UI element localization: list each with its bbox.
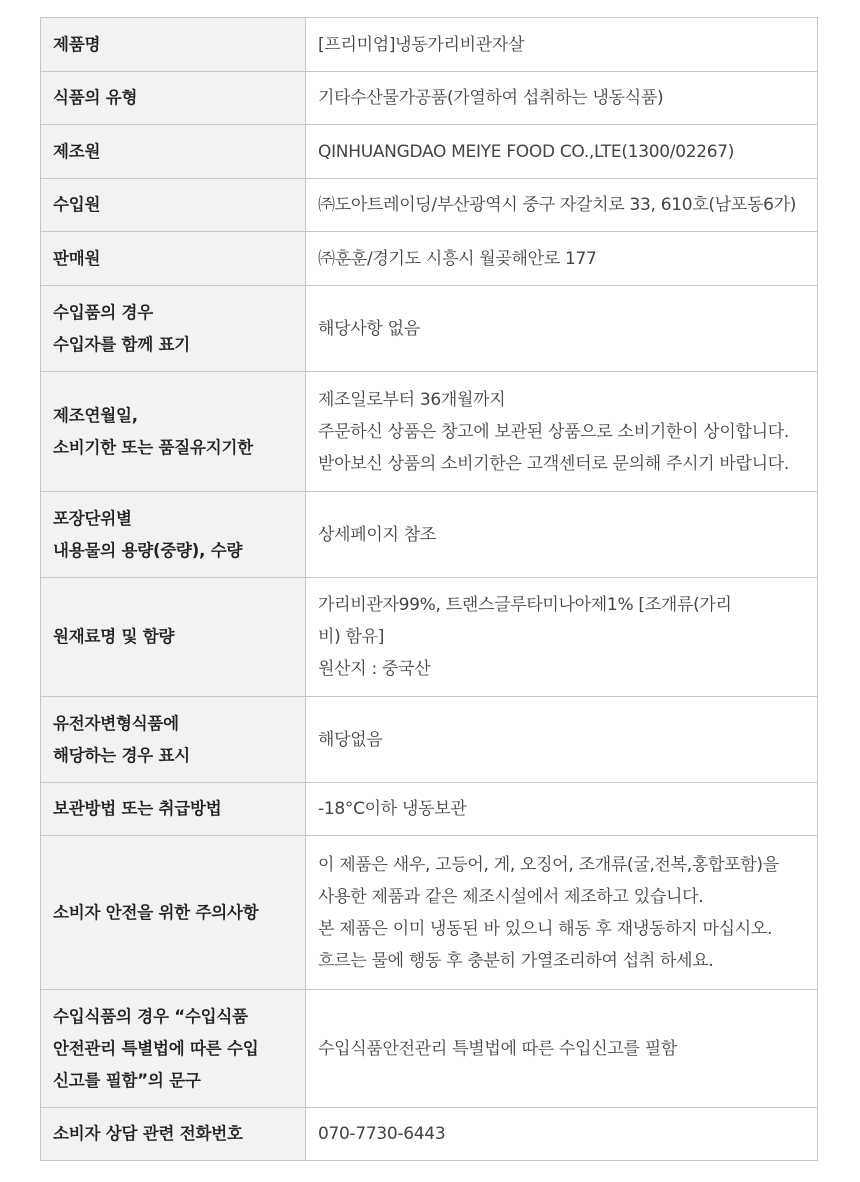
row-label: [41, 179, 306, 232]
row-value: [306, 232, 818, 286]
row-value: [306, 836, 818, 990]
label-text: 제품명: [53, 34, 101, 54]
product-info-table: [40, 17, 818, 1161]
row-value: [306, 286, 818, 372]
value-text: ㈜훈훈/경기도 시흥시 월곶해안로 177: [318, 248, 597, 269]
row-value: [306, 179, 818, 232]
label-text: 수입원: [53, 195, 101, 214]
value-text: [프리미엄]냉동가리비관자살: [318, 34, 525, 55]
row-label: [41, 836, 306, 990]
table-row: [41, 836, 818, 990]
table-row: [41, 72, 818, 125]
row-value: [306, 125, 818, 179]
table-row: [41, 990, 818, 1108]
row-label: [41, 232, 306, 286]
row-value: [306, 72, 818, 125]
row-label: [41, 578, 306, 697]
row-label: [41, 990, 306, 1108]
label-text: 수입식품의 경우 “수입식품: [53, 1006, 248, 1026]
table-row: [41, 783, 818, 836]
label-text: 소비기한 또는 품질유지기한: [53, 437, 253, 457]
value-text: 제조일로부터 36개월까지: [318, 389, 506, 410]
table-row: [41, 1108, 818, 1161]
label-text: 해당하는 경우 표시: [53, 745, 191, 765]
table-row: [41, 697, 818, 783]
label-text: 제조연월일,: [53, 405, 138, 425]
row-value: [306, 1108, 818, 1161]
value-text: 원산지 : 중국산: [318, 659, 431, 679]
value-text: 사용한 제품과 같은 제조시설에서 제조하고 있습니다.: [318, 886, 704, 907]
value-text: 해당없음: [318, 729, 383, 750]
value-text: 해당사항 없음: [318, 318, 420, 339]
label-text: 식품의 유형: [53, 88, 138, 107]
label-text: 내용물의 용량(중량), 수량: [53, 540, 243, 560]
row-label: [41, 492, 306, 578]
label-text: 안전관리 특별법에 따른 수입: [53, 1038, 259, 1058]
label-text: 제조원: [53, 141, 101, 161]
row-label: [41, 372, 306, 492]
table-row: [41, 232, 818, 286]
label-text: 수입자를 함께 표기: [53, 334, 191, 354]
row-value: [306, 18, 818, 72]
label-text: 유전자변형식품에: [53, 713, 179, 733]
value-text: 상세페이지 참조: [318, 524, 436, 545]
row-value: [306, 578, 818, 697]
table-row: [41, 578, 818, 697]
table-row: [41, 286, 818, 372]
table-row: [41, 372, 818, 492]
row-value: [306, 492, 818, 578]
label-text: 소비자 상담 관련 전화번호: [53, 1124, 243, 1143]
table-row: [41, 18, 818, 72]
row-label: [41, 286, 306, 372]
row-value: [306, 372, 818, 492]
value-text: 비) 함유]: [318, 627, 385, 647]
value-text: 이 제품은 새우, 고등어, 게, 오징어, 조개류(굴,전복,홍합포함)을: [318, 854, 779, 875]
label-text: 수입품의 경우: [53, 302, 153, 322]
row-label: [41, 72, 306, 125]
row-value: [306, 783, 818, 836]
value-text: 흐르는 물에 행동 후 충분히 가열조리하여 섭취 하세요.: [318, 950, 714, 971]
row-label: [41, 783, 306, 836]
value-text: QINHUANGDAO MEIYE FOOD CO.,LTE(1300/02267): [318, 141, 735, 162]
label-text: 보관방법 또는 취급방법: [53, 799, 222, 818]
value-text: 070-7730-6443: [318, 1124, 446, 1144]
value-text: 본 제품은 이미 냉동된 바 있으니 해동 후 재냉동하지 마십시오.: [318, 918, 773, 939]
label-text: 신고를 필함”의 문구: [53, 1070, 201, 1090]
table-row: [41, 125, 818, 179]
row-label: [41, 697, 306, 783]
table-row: [41, 492, 818, 578]
row-label: [41, 18, 306, 72]
table-row: [41, 179, 818, 232]
value-text: 주문하신 상품은 창고에 보관된 상품으로 소비기한이 상이합니다.: [318, 421, 790, 442]
value-text: 받아보신 상품의 소비기한은 고객센터로 문의해 주시기 바랍니다.: [318, 453, 790, 474]
row-value: [306, 697, 818, 783]
value-text: -18°C이하 냉동보관: [318, 799, 467, 819]
row-label: [41, 125, 306, 179]
row-label: [41, 1108, 306, 1161]
value-text: ㈜도아트레이딩/부산광역시 중구 자갈치로 33, 610호(남포동6가): [318, 195, 797, 215]
value-text: 수입식품안전관리 특별법에 따른 수입신고를 필함: [318, 1038, 677, 1059]
label-text: 소비자 안전을 위한 주의사항: [53, 902, 259, 922]
row-value: [306, 990, 818, 1108]
value-text: 가리비관자99%, 트랜스글루타미나아제1% [조개류(가리: [318, 595, 732, 615]
value-text: 기타수산물가공품(가열하여 섭취하는 냉동식품): [318, 88, 664, 108]
label-text: 판매원: [53, 248, 101, 268]
label-text: 원재료명 및 함량: [53, 627, 175, 646]
label-text: 포장단위별: [53, 508, 132, 528]
